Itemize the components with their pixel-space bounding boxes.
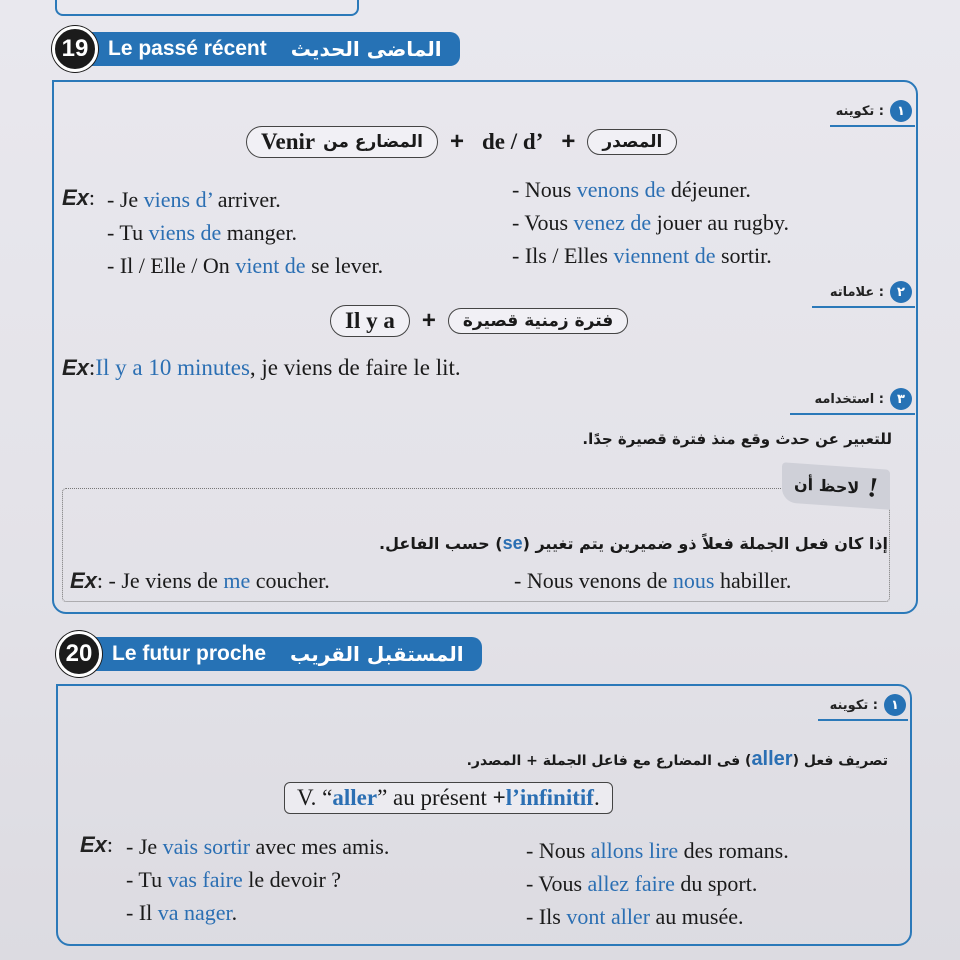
example-verb: viennent de [613, 243, 716, 268]
note-se: se [502, 533, 523, 553]
example-row [512, 177, 751, 203]
example-verb: viens de [148, 220, 222, 245]
example-text: au musée. [650, 904, 744, 929]
frame-aller: aller [332, 785, 378, 810]
example-verb: viens d’ [143, 187, 213, 212]
signs-example: Ex:Il y a 10 minutes, je viens de faire le lit. [62, 355, 461, 380]
usage-text: للتعبير عن حدث وقع منذ فترة قصيرة جدًا. [582, 430, 892, 448]
example-text: déjeuner. [665, 177, 751, 202]
colon: : [88, 185, 96, 210]
frame-plus: + [492, 785, 506, 810]
formation-label-19 [836, 100, 912, 122]
example-text: avec mes amis. [250, 834, 390, 859]
example-verb: va nager [157, 900, 232, 925]
label-underline [830, 125, 915, 127]
note-ex-right-a: - Nous venons de [514, 568, 673, 593]
example-text: - Il [126, 900, 158, 925]
infinitive-text: المصدر [602, 132, 663, 152]
example-verb: venons de [576, 177, 666, 202]
example-text: manger. [221, 220, 298, 245]
aller-text-before: تصريف فعل ( [792, 753, 888, 769]
label-underline [818, 719, 908, 721]
signs-example-rest: , je viens de faire le lit. [249, 355, 461, 380]
formation-label-text: تكوينه : [829, 697, 878, 713]
label-underline [812, 306, 915, 308]
step-1-badge: ١ [884, 694, 906, 716]
section-19-number: 19 [52, 26, 98, 72]
example-verb: vas faire [167, 867, 243, 892]
example-verb: allons lire [590, 838, 679, 863]
step-2-badge: ٢ [890, 281, 912, 303]
infinitive-pill [587, 129, 677, 155]
section-19-header [52, 31, 460, 67]
example-text: des romans. [678, 838, 789, 863]
il-y-a-pill [330, 305, 410, 337]
il-y-a-text: Il y a [345, 308, 395, 333]
note-text [379, 533, 888, 554]
example-text: - Nous [512, 177, 577, 202]
section-19-title-fr: Le passé récent [108, 37, 267, 60]
example-row [107, 220, 297, 246]
example-text: - Je [126, 834, 163, 859]
step-1-badge: ١ [890, 100, 912, 122]
example-row [526, 904, 744, 930]
example-text: le devoir ? [242, 867, 342, 892]
note-tag [782, 462, 890, 510]
signs-label [830, 281, 912, 303]
example-icon: Ex [80, 832, 107, 857]
examples-icon-20: Ex: [80, 832, 114, 857]
example-text: - Ils / Elles [512, 243, 614, 268]
example-row [126, 834, 389, 860]
examples-icon-19 [62, 185, 95, 211]
example-text: - Ils [526, 904, 567, 929]
example-text: - Vous [512, 210, 574, 235]
frame-infinitif: l’infinitif [505, 785, 594, 810]
example-text: - Tu [126, 867, 168, 892]
example-row [512, 243, 772, 269]
example-text: se lever. [305, 253, 384, 278]
example-verb: vais sortir [162, 834, 251, 859]
example-icon: Ex [62, 355, 89, 380]
note-ex-right-c: habiller. [714, 568, 792, 593]
signs-label-text: علاماته : [829, 284, 884, 300]
example-text: jouer au rugby. [651, 210, 789, 235]
example-row [526, 871, 757, 897]
example-text: - Nous [526, 838, 591, 863]
previous-box-edge [55, 0, 359, 16]
example-verb: vont aller [566, 904, 651, 929]
example-verb: venez de [573, 210, 652, 235]
section-20-title-ar: المستقبل القريب [290, 642, 464, 666]
label-underline [790, 413, 915, 415]
de-text: de / d’ [482, 129, 544, 154]
section-20-header [56, 636, 482, 672]
note-ex-left-a: - Je viens de [108, 568, 224, 593]
example-text: sortir. [715, 243, 772, 268]
plus-sign: + [421, 307, 436, 334]
aller-formation-text [467, 748, 888, 771]
note-ex-left-c: coucher. [250, 568, 330, 593]
example-row [512, 210, 789, 236]
venir-text: Venir [261, 129, 316, 154]
section-20-title-fr: Le futur proche [112, 642, 267, 665]
step-3-badge: ٣ [890, 388, 912, 410]
formation-formula-19 [246, 126, 677, 158]
futur-proche-formula [284, 782, 613, 814]
example-icon: Ex [62, 185, 89, 210]
example-row [126, 867, 341, 893]
example-verb: vient de [235, 253, 306, 278]
frame-period: . [593, 785, 600, 810]
plus-sign: + [450, 128, 465, 155]
example-row [126, 900, 237, 926]
note-ex-right-b: nous [672, 568, 715, 593]
exclamation-icon: ! [867, 472, 879, 504]
plus-sign: + [561, 128, 576, 155]
example-row [107, 253, 383, 279]
short-period-pill [448, 308, 628, 334]
signs-formula [330, 305, 628, 337]
present-of-text: المضارع من [323, 132, 423, 152]
section-20-title-bar [86, 637, 482, 671]
example-verb: allez faire [587, 871, 675, 896]
note-example-left: Ex: - Je viens de me coucher. [70, 568, 330, 593]
example-text: - Il / Elle / On [107, 253, 236, 278]
signs-example-blue: Il y a 10 minutes [95, 355, 250, 380]
example-text: - Tu [107, 220, 149, 245]
usage-label [814, 388, 912, 410]
section-19-title-bar [82, 32, 460, 66]
frame-present: ” au présent [377, 785, 487, 810]
section-19-title-ar: الماضى الحديث [290, 37, 442, 61]
note-tag-text: لاحظ أن [794, 473, 860, 498]
short-period-text: فترة زمنية قصيرة [462, 311, 614, 331]
example-icon: Ex [70, 568, 97, 593]
example-text: du sport. [674, 871, 758, 896]
formation-label-20 [830, 694, 906, 716]
section-20-number: 20 [56, 631, 102, 677]
example-text: . [231, 900, 238, 925]
usage-label-text: استخدامه : [814, 391, 884, 407]
example-row [107, 187, 281, 213]
note-text-before: إذا كان فعل الجملة فعلاً ذو ضميرين يتم تغيير ( [522, 534, 888, 553]
formation-label-text: تكوينه : [835, 103, 884, 119]
example-text: arriver. [212, 187, 281, 212]
note-ex-left-b: me [223, 568, 251, 593]
note-text-after: ) حسب الفاعل. [379, 534, 503, 553]
aller-text-verb: aller [751, 748, 793, 770]
frame-a: V. “ [297, 785, 333, 810]
note-example-right [514, 568, 791, 594]
venir-pill [246, 126, 438, 158]
example-row [526, 838, 789, 864]
example-text: - Je [107, 187, 144, 212]
example-text: - Vous [526, 871, 588, 896]
aller-text-after: ) فى المضارع مع فاعل الجملة + المصدر. [466, 753, 752, 769]
